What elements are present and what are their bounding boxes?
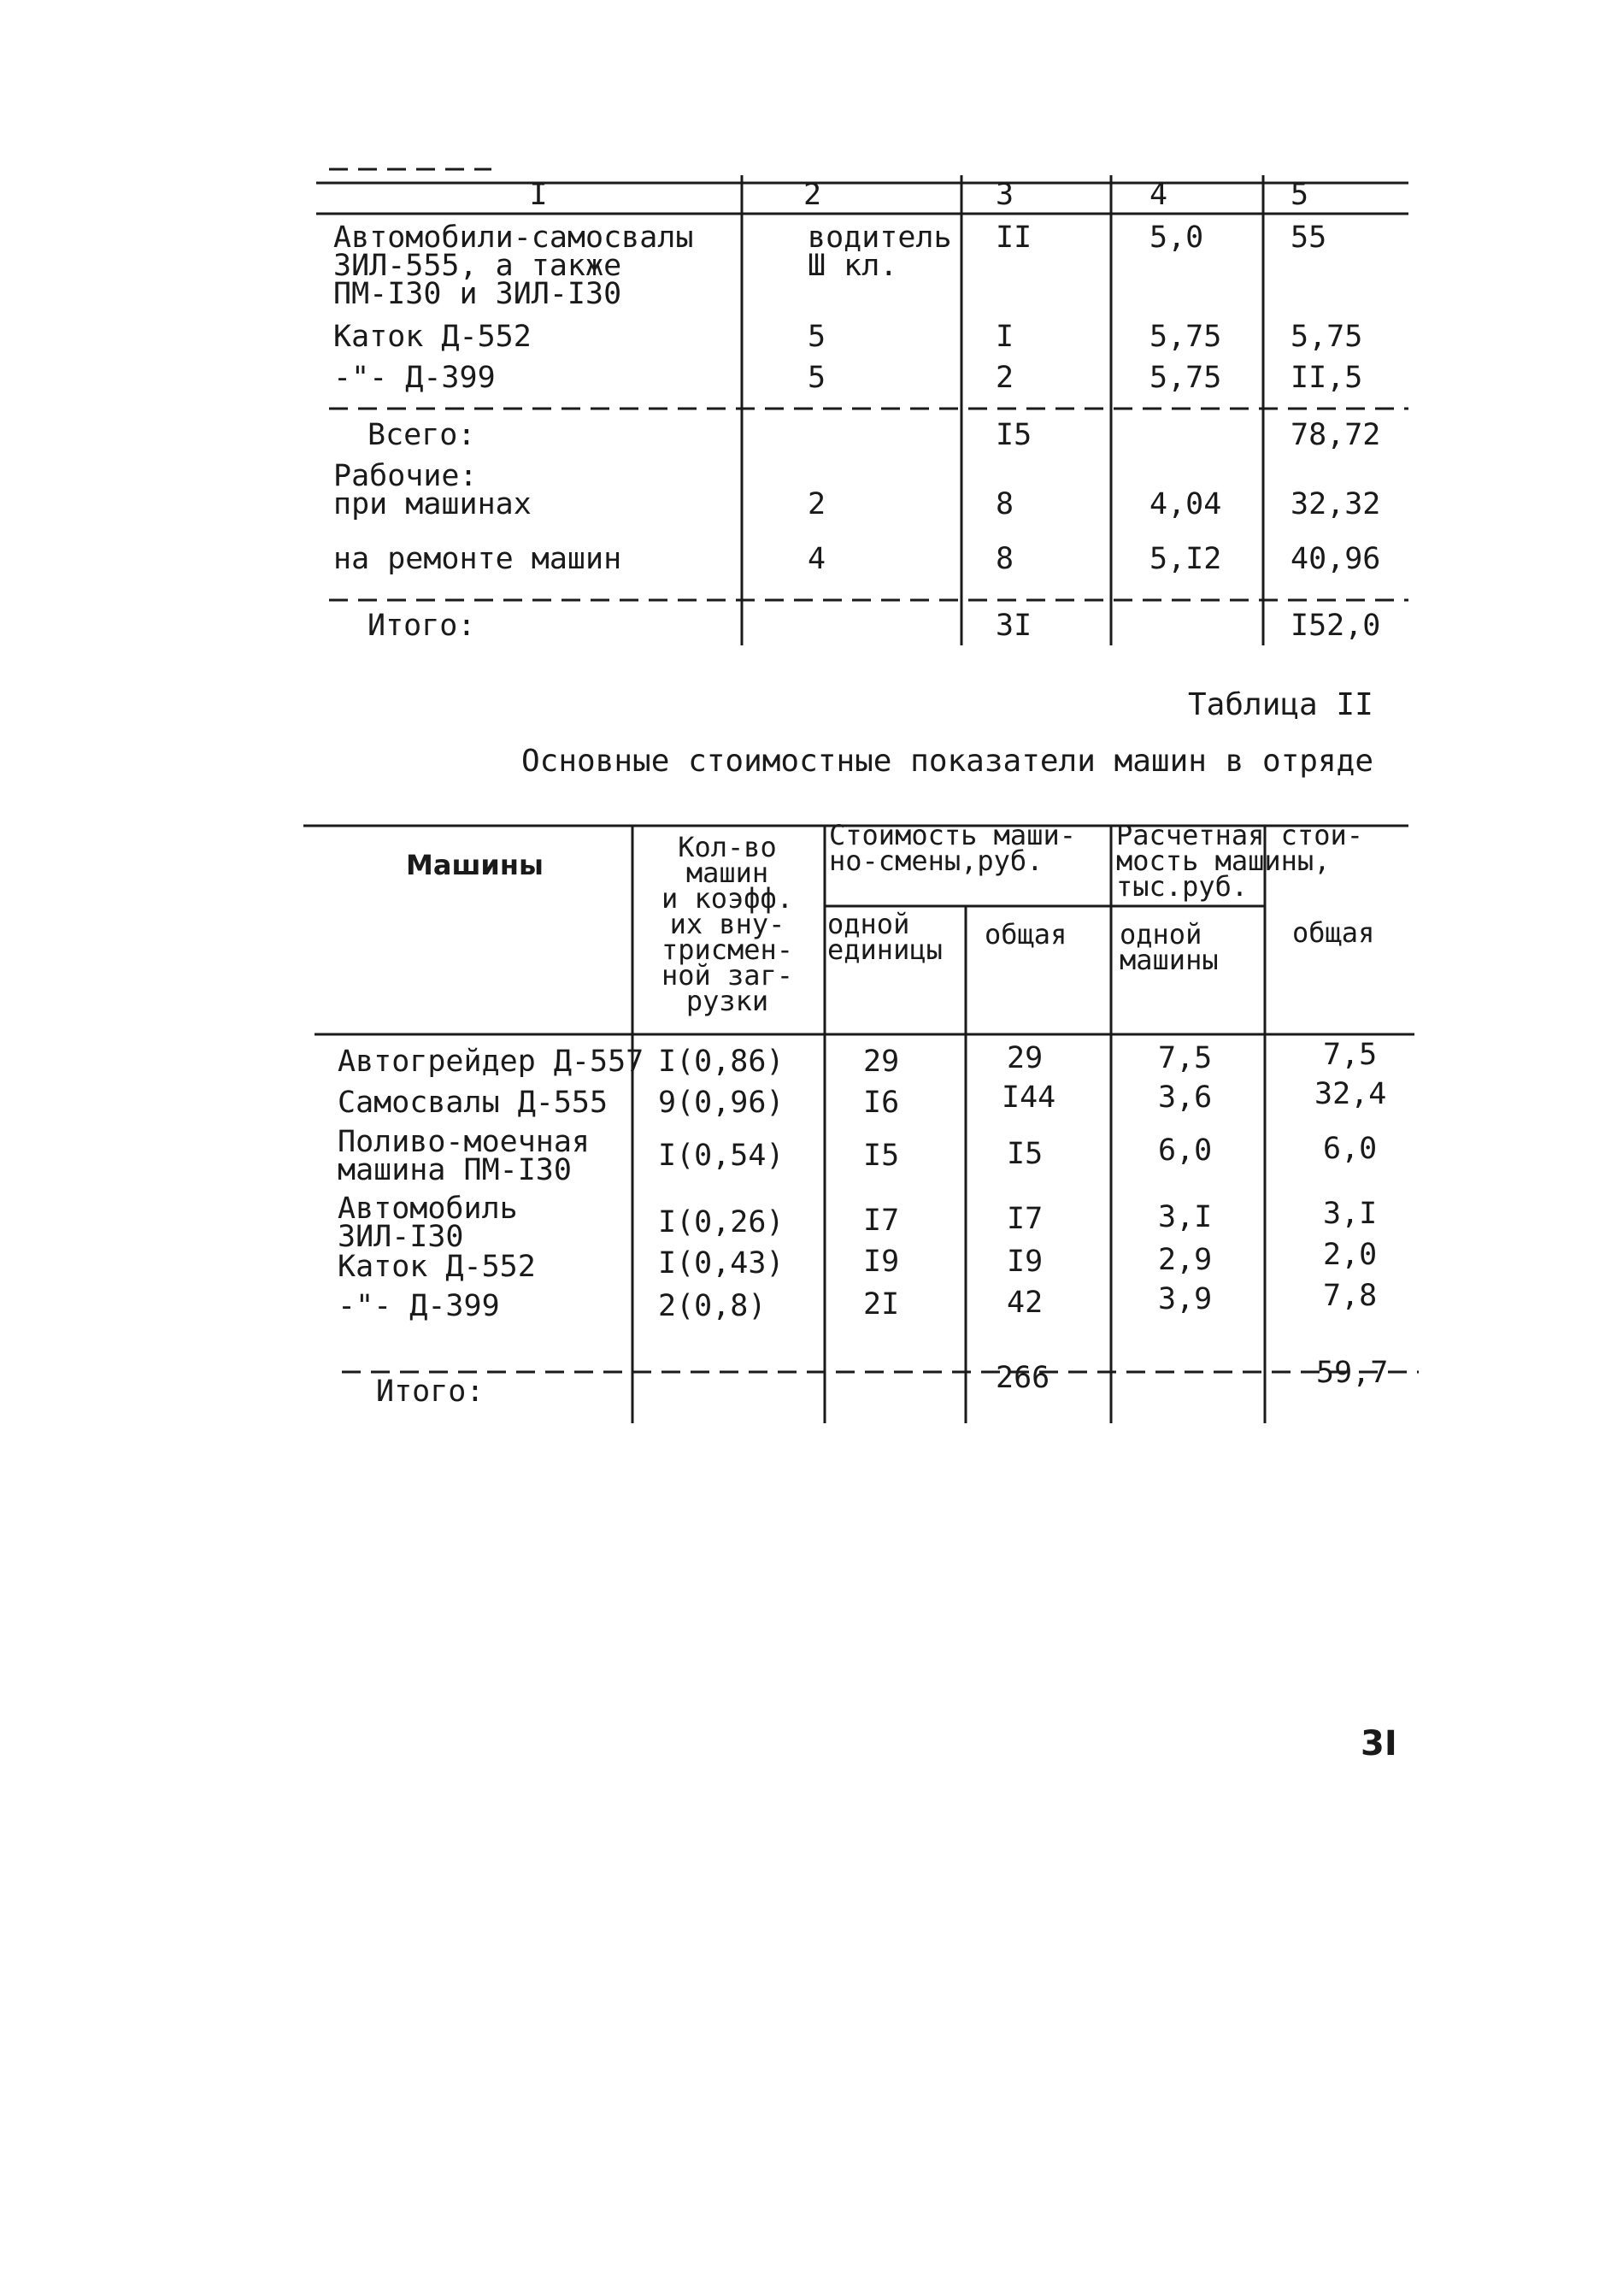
- row-name: -"- Д-399: [333, 361, 496, 395]
- row-calc-one: 3,9: [1158, 1282, 1213, 1316]
- row-c3: 8: [996, 487, 1014, 521]
- row-c2: 4: [808, 542, 826, 576]
- row-shift-total: I5: [1007, 1137, 1044, 1171]
- row-calc-total: 2,0: [1323, 1238, 1378, 1272]
- row-calc-one: 6,0: [1158, 1133, 1213, 1168]
- row-c2: 5: [808, 320, 826, 354]
- row-c3: II: [996, 221, 1032, 255]
- row-c5: I52,0: [1291, 609, 1381, 643]
- row-c5: 5,75: [1291, 320, 1363, 354]
- total-shift: 266: [996, 1361, 1050, 1395]
- table-2-title: Основные стоимостные показатели машин в отряде: [521, 744, 1373, 779]
- header-count: Кол-во машин и коэфф. их вну- трисмен- ной заг- рузки: [661, 831, 794, 1017]
- row-shift-one: 29: [863, 1045, 900, 1079]
- row-c3: 3I: [996, 609, 1032, 643]
- row-c4: 5,75: [1149, 361, 1222, 395]
- row-c5: 40,96: [1291, 542, 1381, 576]
- row-c4: 4,04: [1149, 487, 1222, 521]
- row-name: Автомобили-самосвалы ЗИЛ-555, а также ПМ-I30 и ЗИЛ-I30: [333, 221, 694, 311]
- row-name: -"- Д-399: [338, 1289, 500, 1323]
- row-c5: 55: [1291, 221, 1327, 255]
- row-shift-total: I9: [1007, 1245, 1044, 1279]
- header-calc-one: одной машины: [1120, 918, 1219, 976]
- row-c3: 8: [996, 542, 1014, 576]
- header-shift-one: одной единицы: [827, 908, 943, 966]
- row-calc-one: 2,9: [1158, 1243, 1213, 1277]
- row-name: Каток Д-552: [333, 320, 532, 354]
- row-c4: 5,75: [1149, 320, 1222, 354]
- row-c3: I: [996, 320, 1014, 354]
- row-name: Автомобиль ЗИЛ-I30: [338, 1192, 518, 1254]
- row-shift-total: 29: [1007, 1041, 1044, 1075]
- row-name: Самосвалы Д-555: [338, 1086, 609, 1120]
- row-calc-one: 3,I: [1158, 1200, 1213, 1234]
- total-label: Итого:: [376, 1375, 485, 1409]
- row-name: на ремонте машин: [333, 542, 622, 576]
- row-name: Всего:: [367, 418, 476, 452]
- row-shift-one: I9: [863, 1245, 900, 1279]
- row-shift-total: I44: [1002, 1080, 1056, 1115]
- row-shift-one: I6: [863, 1086, 900, 1120]
- row-calc-one: 3,6: [1158, 1080, 1213, 1115]
- page-number: 3I: [1361, 1724, 1397, 1763]
- col-number-3: 3: [996, 178, 1014, 212]
- row-calc-one: 7,5: [1158, 1041, 1213, 1075]
- row-name: Рабочие: при машинах: [333, 459, 532, 521]
- row-name: Поливо-моечная машина ПМ-I30: [338, 1125, 591, 1187]
- row-count: I(0,43): [658, 1246, 785, 1280]
- row-c3: I5: [996, 418, 1032, 452]
- row-c2: водитель Ш кл.: [808, 221, 952, 283]
- row-count: I(0,86): [658, 1045, 785, 1079]
- row-calc-total: 32,4: [1314, 1077, 1387, 1111]
- row-name: Автогрейдер Д-557: [338, 1045, 644, 1079]
- row-count: I(0,26): [658, 1205, 785, 1239]
- header-calc-total: общая: [1292, 916, 1375, 949]
- col-number-5: 5: [1291, 178, 1309, 212]
- row-shift-total: I7: [1007, 1202, 1044, 1236]
- row-calc-total: 6,0: [1323, 1132, 1378, 1166]
- row-c5: 32,32: [1291, 487, 1381, 521]
- col-number-4: 4: [1149, 178, 1168, 212]
- table-2-label: Таблица II: [1188, 687, 1373, 722]
- row-calc-total: 7,5: [1323, 1038, 1378, 1072]
- row-calc-total: 3,I: [1323, 1197, 1378, 1231]
- header-calc-cost: Расчетная стои- мость машины, тыс.руб.: [1116, 819, 1363, 903]
- col-number-2: 2: [803, 178, 822, 212]
- row-count: 9(0,96): [658, 1086, 785, 1120]
- row-c4: 5,I2: [1149, 542, 1222, 576]
- row-name: Каток Д-552: [338, 1250, 536, 1284]
- row-c3: 2: [996, 361, 1014, 395]
- row-c2: 2: [808, 487, 826, 521]
- row-c2: 5: [808, 361, 826, 395]
- row-calc-total: 7,8: [1323, 1279, 1378, 1313]
- header-shift-total: общая: [985, 918, 1067, 951]
- total-calc: 59,7: [1316, 1356, 1389, 1390]
- row-c5: 78,72: [1291, 418, 1381, 452]
- col-number-1: I: [529, 178, 548, 212]
- row-count: I(0,54): [658, 1139, 785, 1173]
- row-shift-one: I5: [863, 1139, 900, 1173]
- row-name: Итого:: [367, 609, 476, 643]
- row-c4: 5,0: [1149, 221, 1204, 255]
- header-shift-cost: Стоимость маши- но-смены,руб.: [829, 819, 1076, 877]
- row-count: 2(0,8): [658, 1289, 767, 1323]
- row-shift-one: 2I: [863, 1287, 900, 1322]
- row-shift-total: 42: [1007, 1286, 1044, 1320]
- row-shift-one: I7: [863, 1204, 900, 1238]
- row-c5: II,5: [1291, 361, 1363, 395]
- header-machines: Машины: [406, 849, 544, 881]
